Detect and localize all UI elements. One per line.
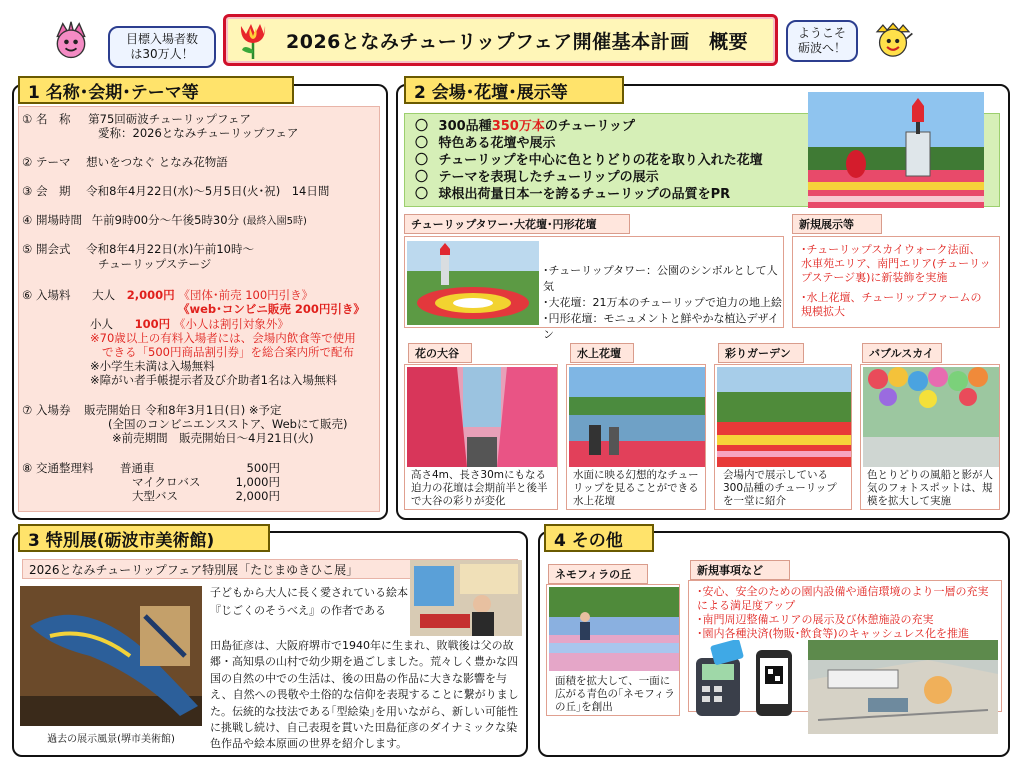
ticket-note-2: ※前売期間 販売開始日～4月21日(火) — [112, 431, 314, 445]
new-item-line: ･安心、安全のための園内設備や通信環境のより一層の充実による満足度アップ — [697, 585, 989, 612]
bullet-icon: 〇 — [415, 187, 429, 202]
section-1-heading — [18, 76, 294, 104]
goal-bubble-line1: 目標入場者数 — [125, 32, 198, 46]
highlight-text: チューリップを中心に色とりどりの花を取り入れた花壇 — [438, 153, 763, 168]
tower-line: ･チューリップタワー：公園のシンボルとして人気 — [543, 264, 778, 293]
fee-child-note: 《小人は割引対象外》 — [173, 317, 289, 331]
card-title-oya: 花の大谷 — [408, 343, 472, 363]
mascot-left — [50, 20, 92, 62]
traffic-row — [120, 461, 280, 475]
fee-row — [22, 288, 313, 302]
artist-photo — [410, 560, 522, 636]
tulip-icon — [234, 20, 272, 60]
ceremony-value: 令和8年4月22日(水)午前10時～ — [86, 242, 254, 256]
section-1-heading-text: 1 名称･会期･テーマ等 — [28, 82, 199, 103]
traffic-row — [120, 489, 280, 503]
fee-note-1b: できる「500円商品割引券」を総合案内所で配布 — [102, 345, 354, 359]
nemophila-card — [546, 584, 680, 716]
exhibit-body: 田島征彦は、大阪府堺市で1940年に生まれ、敗戦後は父の故郷・高知県の山村で幼少期を過ごしました。荒々しく豊かな四国の自然の中での生活は、後の田島の作品に大きな影響を与え、自然への畏敬や土俗的な信仰を表現することに繋がりました。伝統的な技法である｢型絵染｣を用いながら、新しい可能性に挑戦し続け、自己表現を貫いた田島征彦のダイナミックな染色作品や絵本原画の世界を紹介します。 — [210, 639, 519, 751]
card-garden — [714, 364, 852, 510]
tower-lines — [543, 263, 783, 343]
bubble-sky-text: 色とりどりの風船と影が人気のフォトスポットは、規模を拡大して実施 — [867, 469, 993, 507]
period-label: ③ 会 期 — [22, 184, 71, 198]
name-label: ① 名 称 — [22, 112, 71, 126]
ceremony-place: チューリップステージ — [98, 257, 212, 271]
section-2-heading — [404, 76, 624, 104]
fee-note-1a: ※70歳以上の有料入場者には、会場内飲食等で使用 — [90, 331, 356, 345]
tulip-mascot-yellow-icon — [872, 18, 914, 64]
card-title-garden: 彩りガーデン — [718, 343, 804, 363]
tower-line: ･大花壇：21万本のチューリップで迫力の地上絵 — [543, 296, 783, 309]
water-photo — [569, 367, 705, 467]
theme-label: ② テーマ — [22, 155, 71, 169]
traffic-row — [120, 475, 280, 489]
ticket-row — [22, 403, 282, 417]
ceremony-row — [22, 242, 254, 256]
traffic-fee: 500円 — [246, 461, 280, 475]
fee-child-label: 小人 — [90, 317, 113, 331]
museum-photo-caption: 過去の展示風景(堺市美術館) — [47, 734, 175, 745]
fee-note-2: ※小学生未満は入場無料 — [90, 359, 215, 373]
flowerbed-photo — [407, 241, 539, 325]
section-4-heading — [544, 524, 654, 552]
new-exhibits-label: 新規展示等 — [792, 214, 882, 234]
garden-text: 会場内で展示している300品種のチューリップを一堂に紹介 — [723, 469, 837, 507]
south-gate-photo — [808, 640, 998, 734]
highlight-text: 特色ある花壇や展示 — [438, 136, 556, 151]
fee-adult-value: 2,000円 — [126, 288, 175, 302]
fee-child-row — [90, 317, 289, 331]
payment-terminal-icon — [692, 640, 802, 720]
traffic-fee: 1,000円 — [235, 475, 280, 489]
period-value: 令和8年4月22日(水)～5月5日(火･祝) 14日間 — [86, 184, 330, 198]
fee-adult-web: 《web･コンビニ販売 200円引き》 — [178, 302, 365, 316]
traffic-type: マイクロバス — [132, 475, 201, 489]
theme-value: 想いをつなぐ となみ花物語 — [86, 155, 228, 169]
tower-label: チューリップタワー･大花壇･円形花壇 — [404, 214, 630, 234]
new-exhibit-line: ･水上花壇、チューリップファームの規模拡大 — [801, 291, 982, 318]
cashless-illustration — [692, 640, 802, 720]
exhibit-body-top: 子どもから大人に長く愛されている絵本『じごくのそうべえ』の作者である — [210, 586, 408, 617]
nemophila-label: ネモフィラの丘 — [548, 564, 648, 584]
hours-value: 午前9時00分～午後5時30分 — [91, 213, 240, 227]
traffic-fee: 2,000円 — [235, 489, 280, 503]
water-text: 水面に映る幻想的なチューリップを見ることができる水上花壇 — [573, 469, 699, 507]
fee-child-value: 100円 — [134, 317, 171, 331]
fee-note-3: ※障がい者手帳提示者及び介助者1名は入場無料 — [90, 373, 337, 387]
new-item-line: ･南門周辺整備エリアの展示及び休憩施設の充実 — [697, 613, 934, 626]
tulip-tower-photo — [808, 92, 984, 208]
new-item-line: ･園内各種決済(物販･飲食等)のキャッシュレス化を推進 — [697, 627, 970, 640]
oya-photo — [407, 367, 557, 467]
card-title-bubble: バブルスカイ — [862, 343, 942, 363]
highlight-text-post: のチューリップ — [544, 119, 635, 134]
highlight-text: 球根出荷量日本一を誇るチューリップの品質をPR — [438, 187, 731, 202]
section-4-heading-text: 4 その他 — [554, 530, 623, 551]
traffic-table — [120, 461, 280, 503]
title-box — [223, 14, 778, 66]
bullet-icon: 〇 — [415, 119, 429, 134]
highlight-text: 300品種 — [438, 119, 492, 134]
tower-card — [404, 236, 784, 341]
nemophila-text: 面積を拡大して、一面に広がる青色の｢ネモフィラの丘｣を創出 — [555, 675, 675, 713]
goal-bubble-line2: は30万人！ — [130, 47, 194, 61]
fee-label: ⑥ 入場料 — [22, 288, 71, 302]
name-row — [22, 112, 251, 126]
welcome-bubble-line2: 砺波へ！ — [797, 41, 846, 55]
oya-text: 高さ4m、長さ30mにもなる迫力の花壇は会期前半と後半で大谷の彩りが変化 — [411, 469, 548, 507]
traffic-label: ⑧ 交通整理料 — [22, 461, 94, 475]
traffic-type: 大型バス — [132, 489, 178, 503]
card-bubble — [860, 364, 1000, 510]
bubble-sky-photo — [863, 367, 999, 467]
section-3-heading-text: 3 特別展(砺波市美術館) — [28, 530, 215, 551]
section-3-heading — [18, 524, 270, 552]
welcome-bubble-line1: ようこそ — [797, 26, 846, 40]
highlight-text: テーマを表現したチューリップの展示 — [438, 170, 659, 185]
new-exhibits-card — [792, 236, 1000, 328]
card-title-water: 水上花壇 — [570, 343, 634, 363]
goal-bubble — [108, 26, 216, 68]
name-value: 第75回砺波チューリップフェア — [88, 112, 251, 126]
nemophila-photo — [549, 587, 679, 671]
hours-note: (最終入園5時) — [242, 216, 307, 227]
bullet-icon: 〇 — [415, 136, 429, 151]
period-row — [22, 184, 329, 198]
ticket-label: ⑦ 入場券 — [22, 403, 71, 417]
section-2-heading-text: 2 会場･花壇･展示等 — [414, 82, 568, 103]
name-alias: 愛称：2026となみチューリップフェア — [98, 126, 299, 140]
fee-adult-label: 大人 — [92, 288, 116, 302]
museum-photo — [20, 586, 202, 726]
garden-photo — [717, 367, 851, 467]
traffic-type: 普通車 — [120, 461, 155, 475]
card-water — [566, 364, 706, 510]
exhibit-subtitle: 2026となみチューリップフェア特別展「たじまゆきひこ展」 — [22, 559, 518, 579]
ticket-note-1: (全国のコンビニエンスストア、Webにて販売) — [108, 417, 348, 431]
hours-label: ④ 開場時間 — [22, 213, 82, 227]
page-title: 2026となみチューリップフェア開催基本計画 概要 — [286, 30, 749, 53]
tower-line: ･円形花壇：モニュメントと鮮やかな植込デザイン — [543, 312, 779, 341]
theme-row — [22, 155, 228, 169]
fee-adult-group: 《団体･前売 100円引き》 — [178, 288, 314, 302]
mascot-right — [872, 20, 914, 62]
tulip-mascot-icon — [50, 18, 92, 64]
highlight-number: 350万本 — [491, 119, 545, 134]
ticket-value: 販売開始日 令和8年3月1日(日) ※予定 — [84, 403, 282, 417]
hours-row — [22, 213, 307, 229]
card-oya — [404, 364, 558, 510]
bullet-icon: 〇 — [415, 170, 429, 185]
welcome-bubble — [786, 20, 858, 62]
bullet-icon: 〇 — [415, 153, 429, 168]
new-exhibit-line: ･チューリップスカイウォーク法面、水車苑エリア、南門エリア(チューリップステージ裏)に新装飾を実施 — [801, 243, 991, 284]
ceremony-label: ⑤ 開会式 — [22, 242, 71, 256]
new-items-label: 新規事項など — [690, 560, 790, 580]
